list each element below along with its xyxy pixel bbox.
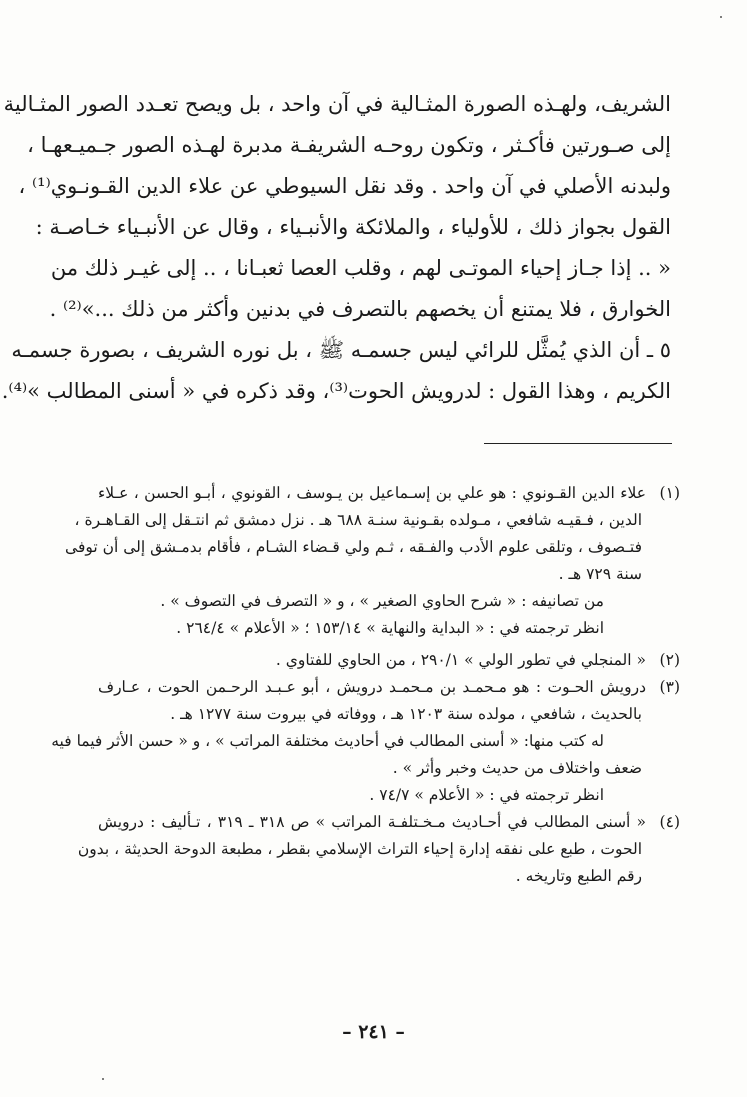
main-text-line: القول بجواز ذلك ، للأولياء ، والملائكة والأنبـياء ، وقال عن الأنبـياء خـاصـة : — [35, 215, 671, 239]
main-text-line: ٥ ـ أن الذي يُمثَّل للرائي ليس جسمـه ﷺ ، بل نوره الشريف ، بصورة جسمـه — [11, 338, 671, 362]
footnote-line: ضعف واختلاف من حديث وخبر وأثر » . — [392, 759, 642, 777]
footnote-divider — [484, 443, 672, 444]
footnote-number: (١) — [659, 484, 680, 502]
footnote-line: رقم الطبع وتاريخه . — [515, 867, 642, 885]
footnotes — [51, 480, 680, 890]
footnote-line: سنة ٧٢٩ هـ . — [558, 565, 642, 583]
footnote-line: الحوت ، طبع على نفقه إدارة إحياء التراث الإسلامي بقطر ، مطبعة الدوحة الحديثة ، بدون — [77, 840, 642, 858]
footnote-line: « المنجلي في تطور الولي » ٢٩٠/١ ، من الحاوي للفتاوي . — [275, 651, 646, 669]
footnote-line: درويش الحـوت : هو مـحمـد بن مـحمـد درويش ، أبو عـبـد الرحـمن الحوت ، عـارف — [98, 678, 646, 696]
footnote-line: من تصانيفه : « شرح الحاوي الصغير » ، و « التصرف في التصوف » . — [160, 592, 604, 610]
footnote-line: انظر ترجمته في : « البداية والنهاية » ١٥٣/١٤ ؛ « الأعلام » ٢٦٤/٤ . — [176, 619, 604, 637]
footnote-3 — [51, 674, 680, 809]
main-text — [1, 84, 671, 412]
scan-speck — [720, 16, 722, 18]
main-text-line: الشريف، ولهـذه الصورة المثـالية في آن واحد ، بل ويصح تعـدد الصور المثـالية — [3, 92, 671, 116]
main-text-line: الخوارق ، فلا يمتنع أن يخصهم بالتصرف في بدنين وأكثر من ذلك ...»⁽²⁾ . — [49, 297, 671, 321]
main-text-line: إلى صـورتين فأكـثر ، وتكون روحـه الشريفـة مدبرة لهـذه الصور جـميـعهـا ، — [27, 133, 671, 157]
footnote-line: بالحديث ، شافعي ، مولده سنة ١٢٠٣ هـ ، ووفاته في بيروت سنة ١٢٧٧ هـ . — [170, 705, 642, 723]
footnote-line: انظر ترجمته في : « الأعلام » ٧٤/٧ . — [369, 786, 604, 804]
footnote-line: الدين ، فـقيـه شافعي ، مـولده بقـونية سنـة ٦٨٨ هـ . نزل دمشق ثم انتـقل إلى القـاهـرة ، — [74, 511, 642, 529]
footnote-line: له كتب منها: « أسنى المطالب في أحاديث مختلفة المراتب » ، و « حسن الأثر فيما فيه — [51, 732, 604, 750]
footnote-2 — [98, 647, 680, 674]
footnote-1 — [65, 480, 680, 642]
footnote-line: فتـصوف ، وتلقى علوم الأدب والفـقه ، ثـم ولي قـضاء الشـام ، فأقام بدمـشق إلى أن توفى — [65, 538, 642, 556]
footnote-number: (٣) — [659, 678, 680, 696]
scan-speck — [102, 1078, 104, 1080]
page-number: – ٢٤١ – — [342, 1021, 405, 1043]
footnote-number: (٤) — [659, 813, 680, 831]
main-text-line: « .. إذا جـاز إحياء الموتـى لهم ، وقلب العصا ثعبـانا ، .. إلى غيـر ذلك من — [50, 256, 671, 280]
footnote-line: « أسنى المطالب في أحـاديث مـخـتلفـة المراتب » ص ٣١٨ ـ ٣١٩ ، تـأليف : درويش — [98, 813, 646, 831]
footnote-4 — [77, 809, 680, 890]
main-text-line: الكريم ، وهذا القول : لدرويش الحوت⁽³⁾، وقد ذكره في « أسنى المطالب »⁽⁴⁾. — [1, 379, 671, 403]
footnote-line: علاء الدين القـونوي : هو علي بن إسـماعيل بن يـوسف ، القونوي ، أبـو الحسن ، عـلاء — [98, 484, 646, 502]
footnote-number: (٢) — [659, 651, 680, 669]
main-text-line: ولبدنه الأصلي في آن واحد . وقد نقل السيوطي عن علاء الدين القـونـوي⁽¹⁾ ، — [18, 174, 671, 198]
